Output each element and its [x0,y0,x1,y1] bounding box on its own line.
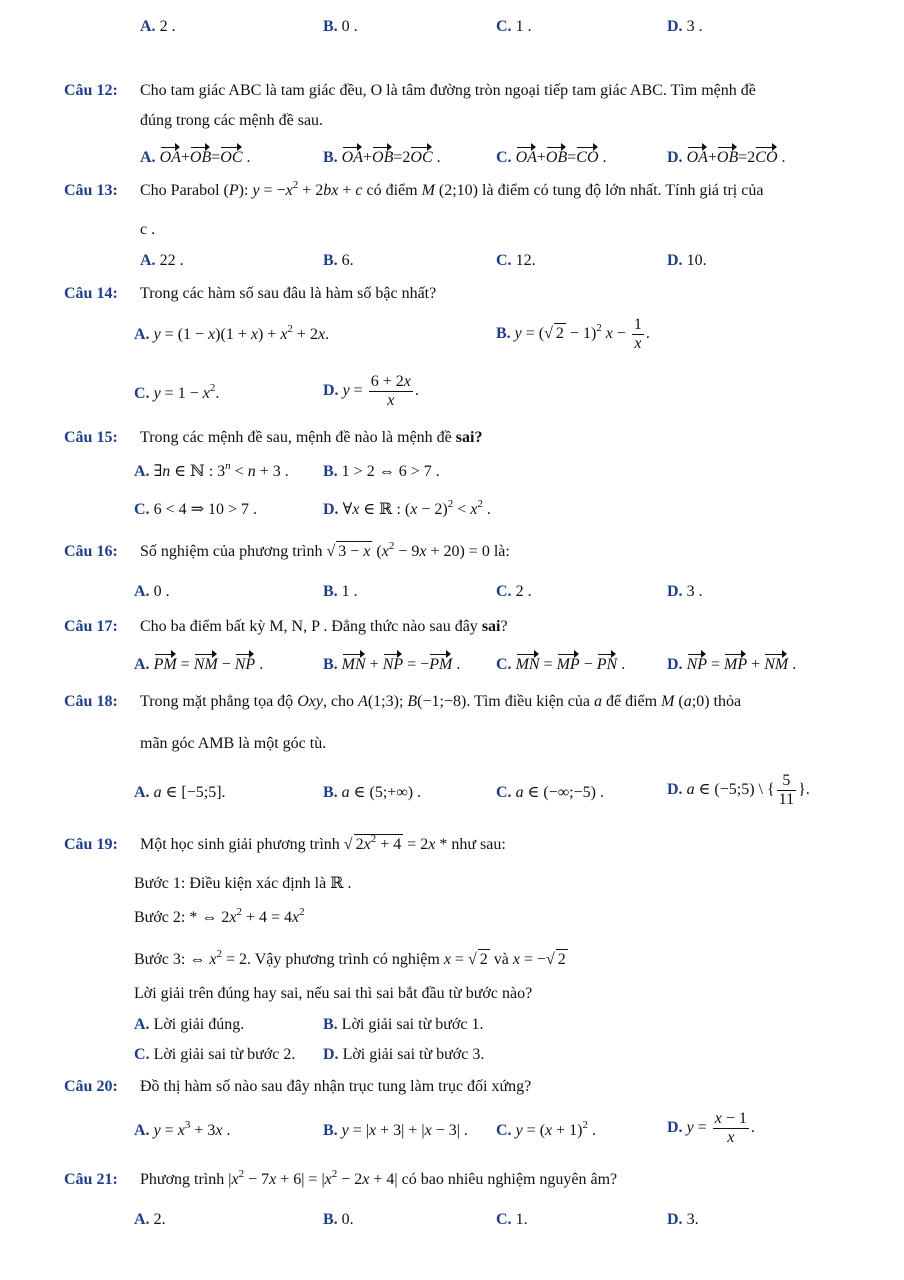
q21-label: Câu 21: [64,1171,118,1188]
q14-option-d: D. y = $\frac{6 + 2x}{x}$ . [323,373,419,409]
q12-label: Câu 12: [64,82,118,99]
q12-text-line1: Cho tam giác ABC là tam giác đều, O là tâm đường tròn ngoại tiếp tam giác ABC. Tìm mệnh đề [140,82,756,99]
q13-option-d: D. 10. [667,252,707,269]
q16-label: Câu 16: [64,543,118,560]
q20-option-c: C. $y = (x + 1)^2$ . [496,1119,596,1139]
q18-option-a: A. a ∈ [−5;5]. [134,784,226,801]
q18-text-line2: mãn góc AMB là một góc tù. [140,735,327,752]
q17-text: Cho ba điểm bất kỳ M, N, P . Đẳng thức nào sau đây sai? [140,618,508,635]
q19-option-c: C. Lời giải sai từ bước 2. [134,1046,296,1063]
q19-option-b: B. Lời giải sai từ bước 1. [323,1016,484,1033]
q16-option-c: C. 2 . [496,583,532,600]
q14-option-b: B. y = (√ 2 − 1)$^2$ x − $\frac{1}{x}$ . [496,316,650,352]
q21-text: Phương trình $|x^2 - 7x + 6| = |x^2 - 2x + 4|$ có bao nhiêu nghiệm nguyên âm? [140,1168,618,1188]
q14-option-a: A. $y = (1 - x)(1 + x) + x^2 + 2x$. [134,323,330,343]
q16-option-a: A. 0 . [134,583,170,600]
q11-option-b: B. 0 . [323,18,358,35]
q12-option-d: D. OA+OB=2CO . [667,143,786,169]
q20-option-b: B. y = |x + 3| + |x − 3| . [323,1122,468,1139]
q19-option-a: A. Lời giải đúng. [134,1016,245,1033]
q13-option-a: A. 22 . [140,252,184,269]
q15-label: Câu 15: [64,429,118,446]
q15-text: Trong các mệnh đề sau, mệnh đề nào là mệnh đề sai? [140,429,483,446]
q21-option-c: C. 1. [496,1211,528,1228]
q20-text: Đồ thị hàm số nào sau đây nhận trục tung làm trục đối xứng? [140,1078,532,1095]
q17-option-a: A. PM = NM − NP . [134,650,263,676]
q12-text-line2: đúng trong các mệnh đề sau. [140,112,324,129]
q21-option-a: A. 2. [134,1211,166,1228]
q21-option-d: D. 3. [667,1211,699,1228]
q20-label: Câu 20: [64,1078,118,1095]
q12-option-a: A. OA+OB=OC . [140,143,251,169]
q16-text: Số nghiệm của phương trình √ 3 − x $(x^2 - 9x + 20) = 0$ là: [140,540,510,560]
q21-option-b: B. 0. [323,1211,354,1228]
q15-option-d: D. ∀x ∈ ℝ : $(x - 2)^2 < x^2$ . [323,498,491,518]
q19-step3: Bước 3: ⇔ $x^2 = 2$. Vậy phương trình có nghiệm x = √ 2 và x = −√ 2 [134,948,566,968]
q14-option-c: C. $y = 1 - x^2$. [134,382,220,402]
q18-label: Câu 18: [64,693,118,710]
q17-option-d: D. NP = MP + NM . [667,650,796,676]
q15-option-c: C. 6 < 4 ⇒ 10 > 7 . [134,501,258,518]
q19-step2: Bước 2: * ⇔ $2x^2 + 4 = 4x^2$ [134,906,305,926]
q17-option-b: B. MN + NP = −PM . [323,650,460,676]
q11-option-a: A. 2 . [140,18,176,35]
q18-text-line1: Trong mặt phẳng tọa độ Oxy, cho A(1;3); B(−1;−8). Tìm điều kiện của a để điểm M (a;0) thỏa [140,693,742,710]
q18-option-b: B. a ∈ (5;+∞) . [323,784,422,801]
q17-label: Câu 17: [64,618,118,635]
q13-text-line1: Cho Parabol (P): $y = -x^2 + 2bx + c$ có điểm M (2;10) là điểm có tung độ lớn nhất. Tính giá trị của [140,179,764,199]
q13-option-c: C. 12. [496,252,536,269]
q19-text: Một học sinh giải phương trình √ $2x^2 + 4 = 2x$ * như sau: [140,833,506,853]
q19-question: Lời giải trên đúng hay sai, nếu sai thì sai bắt đầu từ bước nào? [134,985,533,1002]
q19-step1: Bước 1: Điều kiện xác định là ℝ . [134,875,352,892]
q13-text-line2: c . [140,221,156,238]
q17-option-c: C. MN = MP − PN . [496,650,625,676]
q12-option-b: B. OA+OB=2OC . [323,143,441,169]
q15-option-a: A. ∃n ∈ ℕ : $3^n < n + 3$ . [134,460,289,480]
q13-option-b: B. 6. [323,252,354,269]
q12-option-c: C. OA+OB=CO . [496,143,607,169]
q16-option-d: D. 3 . [667,583,703,600]
q15-option-b: B. 1 > 2 ⇔ 6 > 7 . [323,463,440,480]
q11-option-d: D. 3 . [667,18,703,35]
q14-label: Câu 14: [64,285,118,302]
q18-option-d: D. a ∈ (−5;5) \ { $\frac{5}{11}$ }. [667,772,810,808]
q11-option-c: C. 1 . [496,18,532,35]
q19-label: Câu 19: [64,836,118,853]
q16-option-b: B. 1 . [323,583,358,600]
q20-option-a: A. $y = x^3 + 3x$ . [134,1119,231,1139]
q13-label: Câu 13: [64,182,118,199]
q20-option-d: D. y = $\frac{x - 1}{x}$ . [667,1110,755,1146]
q14-text: Trong các hàm số sau đâu là hàm số bậc nhất? [140,285,437,302]
q18-option-c: C. a ∈ (−∞;−5) . [496,784,604,801]
q19-option-d: D. Lời giải sai từ bước 3. [323,1046,485,1063]
